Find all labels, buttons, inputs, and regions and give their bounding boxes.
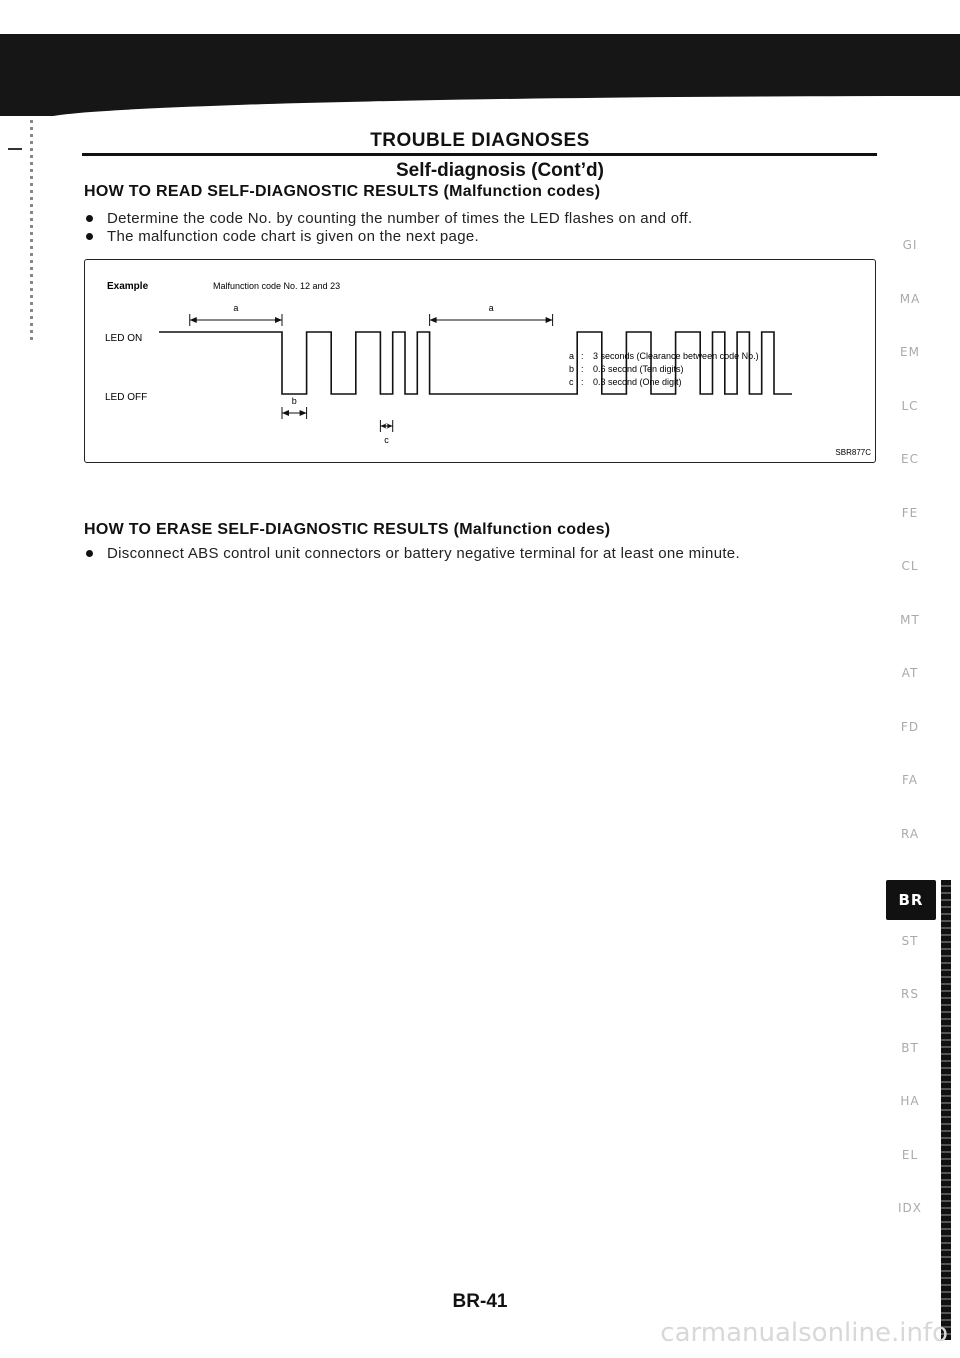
read-section-heading: HOW TO READ SELF-DIAGNOSTIC RESULTS (Malfunction codes) [84,183,601,200]
signal-waveform [159,332,792,394]
figure-reference-code: SBR877C [835,448,871,457]
legend-key-a: a [569,351,575,361]
index-tab-fd: FD [900,719,920,734]
bullet-dot [86,550,93,557]
mark-a-label: a [233,303,239,313]
read-bullet-2 [86,228,479,245]
page-subtitle: Self-diagnosis (Cont’d) [396,160,604,181]
dimension-markers [190,303,553,445]
erase-bullet-1 [86,545,740,562]
index-tab-gi: GI [902,238,918,252]
page-number: BR-41 [452,1291,508,1312]
legend-key-c: c [569,377,574,387]
index-tab-ha: HA [900,1094,920,1108]
index-tab-idx: IDX [898,1201,922,1215]
index-tab-mt: MT [900,612,920,627]
erase-section-heading: HOW TO ERASE SELF-DIAGNOSTIC RESULTS (Malfunction codes) [84,521,611,538]
watermark: carmanualsonline.info [660,1318,948,1348]
index-tab-fa: FA [901,773,918,787]
read-bullet-2-text: The malfunction code chart is given on the next page. [107,228,479,245]
title-rule [82,153,877,156]
legend-key-b: b [569,364,575,374]
legend-sep: : [581,351,584,361]
index-tab-st: ST [901,933,919,948]
index-tab-rs: RS [901,987,919,1001]
led-signal-trace [159,332,792,394]
mark-c-label: c [384,435,389,445]
thumb-index-edge [941,880,951,1340]
timing-legend [569,351,759,387]
legend-text-c: 0.3 second (One digit) [593,377,682,387]
read-bullet-1-text: Determine the code No. by counting the number of times the LED flashes on and off. [107,210,693,227]
legend-sep: : [581,364,584,374]
read-bullet-1 [86,210,692,227]
index-tab-bt: BT [901,1040,919,1055]
legend-text-a: 3 seconds (Clearance between code No.) [593,351,759,361]
code-caption: Malfunction code No. 12 and 23 [213,281,341,291]
index-tab-ec: EC [901,452,919,466]
erase-bullet-1-text: Disconnect ABS control unit connectors or battery negative terminal for at least one minute. [107,545,740,562]
binding-edge [30,120,33,340]
index-tab-fe: FE [901,505,919,520]
led-on-label: LED ON [105,333,143,344]
mark-a-label: a [488,303,494,313]
page-title: TROUBLE DIAGNOSES [370,130,590,151]
led-off-label: LED OFF [105,392,148,403]
legend-sep: : [581,377,584,387]
bullet-dot [86,215,93,222]
bullet-dot [86,233,93,240]
index-tab-lc: LC [901,398,919,413]
index-tab-em: EM [900,345,920,359]
led-timing-diagram [85,260,877,464]
index-tab-br: BR [886,880,936,920]
index-tab-cl: CL [901,559,919,573]
index-tab-ra: RA [900,826,920,841]
mark-b-label: b [291,396,297,406]
led-signal-figure [84,259,876,463]
index-tab-at: AT [901,666,919,680]
index-tab-ma: MA [899,291,921,306]
example-label: Example [107,281,149,292]
legend-text-b: 0.6 second (Ten digits) [593,364,684,374]
index-tab-el: EL [901,1147,919,1162]
